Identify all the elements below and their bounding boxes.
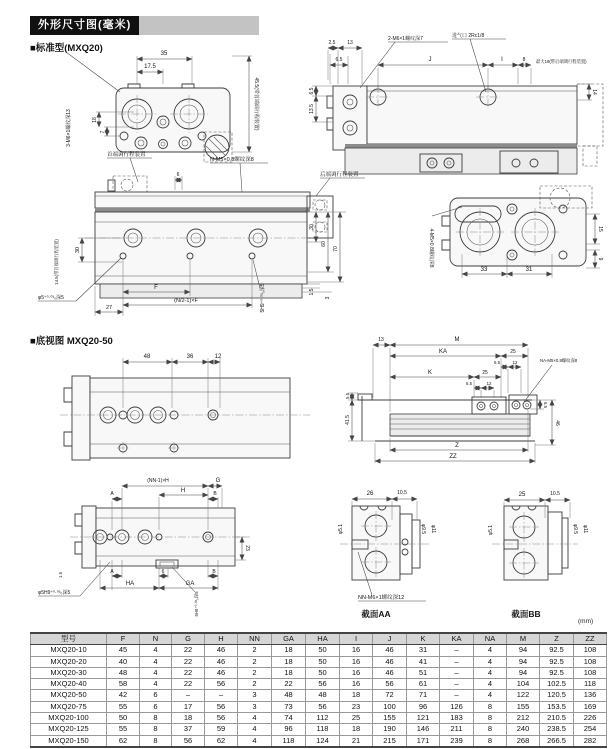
dim-cell: 94	[507, 645, 540, 656]
column-header: HA	[306, 633, 340, 645]
dim-cell: 121	[407, 713, 440, 724]
dim-cell: 48	[306, 690, 340, 701]
dim-cell: 240	[507, 724, 540, 735]
dim-cell: 21	[340, 735, 373, 747]
dim-cell: 239	[440, 735, 474, 747]
dim-cell: 22	[172, 656, 205, 667]
drawing-section-bb	[488, 491, 588, 619]
dim-cell: 2	[238, 679, 272, 690]
dim-cell: 4	[474, 667, 507, 678]
dim-cell: 108	[574, 645, 607, 656]
dim-cell: 3	[238, 701, 272, 712]
dim-nn-1-h: (NN-1)×H	[147, 478, 169, 484]
dim-cell: 71	[407, 690, 440, 701]
dim-cell: 2	[238, 667, 272, 678]
dim-phi9-5-aa: φ9.5	[420, 523, 426, 535]
dim-cell: 118	[574, 679, 607, 690]
dim-3: 3	[325, 296, 331, 300]
model-cell: MXQ20-10	[31, 645, 107, 656]
dim-HA: HA	[125, 581, 135, 587]
dim-cell: 268	[507, 735, 540, 747]
dim-cell: 215	[373, 735, 407, 747]
dim-cell: –	[440, 690, 474, 701]
dim-cell: 8	[474, 724, 507, 735]
dim-30-right: 30	[309, 224, 315, 230]
dim-6-5-right: 6.5	[543, 402, 548, 408]
dim-K: K	[427, 370, 433, 376]
dim-cell: 56	[205, 701, 238, 712]
dim-cell: 51	[407, 667, 440, 678]
dim-cell: –	[440, 679, 474, 690]
dim-cell: 94	[507, 667, 540, 678]
dim-phi5-1-bb: φ5.1	[488, 524, 494, 536]
dim-14-right: 14	[591, 89, 597, 95]
table-header-row	[31, 633, 607, 645]
column-header: KA	[440, 633, 474, 645]
dim-G: G	[215, 478, 221, 484]
dim-cell: 100	[373, 701, 407, 712]
table-body	[31, 645, 607, 747]
dim-cell: 153.5	[540, 701, 574, 712]
model-cell: MXQ20-75	[31, 701, 107, 712]
dim-cell: 4	[140, 656, 172, 667]
dim-cell: 4	[140, 645, 172, 656]
dim-6-bot: 6	[161, 569, 165, 575]
column-header: NA	[474, 633, 507, 645]
dim-60-right: 60	[321, 241, 327, 247]
dim-cell: 46	[205, 645, 238, 656]
dim-cell: 102.5	[540, 679, 574, 690]
dim-cell: 8	[140, 735, 172, 747]
dim-6-5-left: 6.5	[309, 87, 315, 95]
dim-25a: 25	[510, 349, 516, 355]
dim-5-5: 5.5	[345, 393, 350, 399]
note-14-5: 14.5(带首端调行程装置)	[54, 239, 59, 285]
dim-46: 46	[554, 420, 560, 426]
dim-cell: 8	[474, 713, 507, 724]
dim-cell: 61	[407, 679, 440, 690]
dim-cell: 31	[407, 645, 440, 656]
dim-cell: 4	[238, 735, 272, 747]
dim-cell: 169	[574, 701, 607, 712]
model-cell: MXQ20-125	[31, 724, 107, 735]
dim-cell: 94	[507, 656, 540, 667]
dim-cell: 55	[107, 701, 140, 712]
dim-cell: 56	[172, 735, 205, 747]
dim-cell: 104	[507, 679, 540, 690]
dim-cell: 8	[474, 735, 507, 747]
drawing-end-view	[65, 51, 260, 162]
model-cell: MXQ20-100	[31, 713, 107, 724]
dim-13b: 13	[378, 337, 384, 343]
dim-25b: 25	[482, 370, 488, 376]
drawing-end-view-threads	[428, 186, 603, 278]
dim-cell: 46	[373, 667, 407, 678]
dim-cell: 50	[107, 713, 140, 724]
dim-cell: 118	[272, 735, 306, 747]
dim-cell: 50	[306, 645, 340, 656]
dim-cell: 4	[474, 645, 507, 656]
section-aa-caption: 截面AA	[361, 609, 391, 619]
dim-30-left: 30	[75, 246, 81, 254]
thread-label-n-m5: N-M5×0.8螺纹深8	[210, 157, 254, 163]
dim-cell: 4	[474, 690, 507, 701]
dim-cell: 56	[373, 679, 407, 690]
dim-cell: 8	[140, 713, 172, 724]
dim-cell: 238.5	[540, 724, 574, 735]
dim-cell: 48	[107, 667, 140, 678]
dim-cell: –	[440, 645, 474, 656]
dim-cell: 108	[574, 667, 607, 678]
dim-cell: 22	[172, 645, 205, 656]
dim-cell: 50	[306, 667, 340, 678]
column-header: F	[107, 633, 140, 645]
dim-cell: 58	[107, 679, 140, 690]
dim-B-bot: B	[212, 569, 216, 575]
hole-spec-phi5h9: φ5H9⁺⁰·⁰³₀深5	[38, 590, 71, 596]
dim-cell: 190	[373, 724, 407, 735]
dim-cell: 62	[205, 735, 238, 747]
column-header: J	[373, 633, 407, 645]
dim-35: 35	[160, 51, 168, 57]
dim-cell: 56	[306, 679, 340, 690]
dim-cell: 92.5	[540, 667, 574, 678]
dim-cell: 18	[272, 667, 306, 678]
key-spec-center: 5H9⁺⁰·⁰³₀深5	[194, 591, 199, 617]
dim-A-top: A	[110, 491, 114, 497]
dim-cell: 118	[306, 724, 340, 735]
dim-cell: 171	[407, 735, 440, 747]
dim-10-5-aa: 10.5	[397, 490, 407, 496]
dim-cell: 4	[238, 724, 272, 735]
dim-cell: 266.5	[540, 735, 574, 747]
column-header: GA	[272, 633, 306, 645]
dim-cell: 42	[107, 690, 140, 701]
dim-cell: –	[440, 656, 474, 667]
dim-M: M	[454, 337, 460, 343]
column-header: G	[172, 633, 205, 645]
column-header: K	[407, 633, 440, 645]
dim-1-5: 1.5	[309, 288, 315, 296]
dim-F: F	[154, 285, 158, 291]
table-row	[31, 724, 607, 735]
drawing-section-aa	[338, 490, 436, 619]
dim-25-bb: 25	[518, 492, 526, 498]
drawing-bottom-view-holes	[38, 478, 250, 616]
table-row	[31, 645, 607, 656]
dim-cell: 212	[507, 713, 540, 724]
hole-spec-phi5: φ5⁺⁰·⁰³₀深5	[38, 295, 64, 301]
dim-cell: –	[440, 667, 474, 678]
dim-41-5: 41.5	[345, 415, 351, 425]
section-standard-heading: ■标准型(MXQ20)	[30, 43, 103, 54]
dim-cell: 4	[140, 667, 172, 678]
thread-label-na-m5: NA-M5×0.8螺纹深8	[540, 358, 578, 363]
table-row	[31, 679, 607, 690]
dim-8: 8	[522, 57, 526, 63]
dim-cell: 2	[238, 656, 272, 667]
table-row	[31, 701, 607, 712]
page-title: 外形尺寸图(毫米)	[30, 16, 139, 35]
dim-cell: 25	[340, 713, 373, 724]
model-cell: MXQ20-30	[31, 667, 107, 678]
dim-cell: 183	[440, 713, 474, 724]
column-header: H	[205, 633, 238, 645]
dim-J: J	[428, 57, 432, 63]
dim-I: I	[501, 57, 503, 63]
dim-cell: 92.5	[540, 645, 574, 656]
dim-ZZ: ZZ	[449, 454, 457, 460]
dim-cell: 16	[340, 645, 373, 656]
unit-note: (mm)	[578, 618, 594, 625]
dim-cell: 124	[306, 735, 340, 747]
drawing-bottom-view-body	[60, 354, 310, 460]
dim-cell: 146	[407, 724, 440, 735]
dim-12: 12	[214, 354, 222, 360]
dimension-table	[30, 632, 607, 748]
dim-27: 27	[105, 305, 113, 311]
dim-cell: 56	[205, 679, 238, 690]
thread-label-2-m6: 2-M6×1螺纹深7	[388, 36, 423, 42]
section-bottom-view-heading: ■底视图 MXQ20-50	[30, 336, 113, 347]
dim-cell: 120.5	[540, 690, 574, 701]
table-row	[31, 690, 607, 701]
dim-KA: KA	[438, 349, 448, 355]
dim-phi11-aa: φ11	[430, 524, 436, 534]
dim-cell: 8	[140, 724, 172, 735]
dim-cell: 8	[474, 701, 507, 712]
dim-cell: 22	[272, 679, 306, 690]
dim-1-5-left: 1.5	[58, 572, 63, 578]
dim-17-5: 17.5	[144, 64, 156, 70]
model-cell: MXQ20-20	[31, 656, 107, 667]
column-header: I	[340, 633, 373, 645]
dim-6-5b: 6.5	[466, 381, 472, 386]
dim-cell: 18	[340, 690, 373, 701]
dim-cell: –	[172, 690, 205, 701]
dim-n2-1-f: (N/2-1)×F	[174, 298, 198, 304]
column-header: ZZ	[574, 633, 607, 645]
table-row	[31, 713, 607, 724]
model-cell: MXQ20-150	[31, 735, 107, 747]
dim-cell: 112	[306, 713, 340, 724]
dim-H: H	[180, 488, 186, 494]
drawing-side-view	[309, 32, 603, 174]
dim-18: 18	[92, 117, 98, 123]
dim-cell: 23	[340, 701, 373, 712]
dim-13-5-left: 13.5	[309, 104, 315, 114]
dim-cell: 59	[205, 724, 238, 735]
dim-cell: 41	[407, 656, 440, 667]
column-header: Z	[540, 633, 574, 645]
dim-phi5-1-aa: φ5.1	[338, 523, 344, 535]
dim-33: 33	[480, 267, 488, 273]
dim-cell: 122	[507, 690, 540, 701]
dim-GA: GA	[185, 581, 195, 587]
dim-cell: 226	[574, 713, 607, 724]
dim-cell: 46	[205, 656, 238, 667]
dim-cell: 126	[440, 701, 474, 712]
thread-label-4-m5: 4-M5×0.8螺纹深8	[428, 228, 434, 268]
dim-70-right: 70	[333, 246, 339, 252]
dim-cell: 45	[107, 645, 140, 656]
dim-cell: 74	[272, 713, 306, 724]
dim-cell: 56	[205, 713, 238, 724]
dim-cell: 92.5	[540, 656, 574, 667]
dim-B-top: B	[213, 491, 217, 497]
dim-cell: 16	[340, 679, 373, 690]
dim-cell: 4	[474, 656, 507, 667]
dim-36: 36	[186, 354, 194, 360]
key-spec-5h9: 5H9⁺⁰·⁰³₀深5	[260, 283, 266, 313]
dim-cell: 108	[574, 656, 607, 667]
dim-12a: 12	[512, 360, 518, 365]
dim-cell: 37	[172, 724, 205, 735]
dim-cell: 96	[407, 701, 440, 712]
dim-cell: 46	[373, 645, 407, 656]
dim-cell: 18	[172, 713, 205, 724]
dim-cell: –	[205, 690, 238, 701]
dim-23: 23	[244, 545, 250, 551]
dim-7: 7	[100, 130, 106, 134]
dim-cell: 50	[306, 656, 340, 667]
dim-cell: 96	[272, 724, 306, 735]
dim-cell: 3	[238, 690, 272, 701]
dim-cell: 155	[507, 701, 540, 712]
dim-cell: 2	[238, 645, 272, 656]
column-header: M	[507, 633, 540, 645]
dim-cell: 18	[340, 724, 373, 735]
height-note-45-5: 45.5(带首端调行程装置)	[253, 77, 259, 131]
dim-10-5-bb: 10.5	[550, 491, 560, 497]
front-adjuster-label: 首端调行程装置	[107, 152, 146, 158]
dim-cell: 4	[474, 679, 507, 690]
dim-15: 15	[597, 226, 603, 232]
dim-phi9-5-bb: φ9.5	[572, 523, 578, 535]
dim-13: 13	[347, 40, 353, 46]
port-label: 进气口 2Rc1/8	[452, 33, 485, 39]
dim-cell: 73	[272, 701, 306, 712]
thread-label-3-m6: 3-M6×1螺纹深13	[66, 109, 72, 147]
dim-2-5: 2.5	[328, 40, 336, 46]
dim-cell: 56	[306, 701, 340, 712]
dim-12b: 12	[486, 381, 492, 386]
dim-cell: 211	[440, 724, 474, 735]
dim-cell: 254	[574, 724, 607, 735]
table-row	[31, 667, 607, 678]
dim-Z: Z	[455, 443, 459, 449]
dim-cell: 18	[272, 645, 306, 656]
dim-cell: 72	[373, 690, 407, 701]
dim-phi11-bb: φ11	[582, 524, 588, 534]
dim-cell: 46	[373, 656, 407, 667]
dim-cell: 22	[172, 679, 205, 690]
column-header: N	[140, 633, 172, 645]
drawing-bottom-view-dims	[345, 337, 578, 463]
dim-31: 31	[525, 267, 533, 273]
dim-cell: 16	[340, 667, 373, 678]
drawing-side-view-adjusters	[38, 150, 365, 316]
dim-cell: 18	[272, 656, 306, 667]
section-bb-caption: 截面BB	[511, 609, 541, 619]
dim-9: 9	[597, 257, 603, 261]
dim-cell: 22	[172, 667, 205, 678]
model-cell: MXQ20-50	[31, 690, 107, 701]
model-cell: MXQ20-40	[31, 679, 107, 690]
dim-cell: 17	[172, 701, 205, 712]
dim-26: 26	[366, 491, 374, 497]
dim-cell: 4	[140, 679, 172, 690]
thread-label-nn-m6: NN-M6×1螺纹深12	[358, 595, 405, 601]
dim-cell: 48	[272, 690, 306, 701]
dim-6-5: 6.5	[335, 57, 343, 63]
dim-cell: 155	[373, 713, 407, 724]
dim-6-5a: 6.5	[494, 360, 500, 365]
dim-cell: 62	[107, 735, 140, 747]
dim-cell: 40	[107, 656, 140, 667]
table-row	[31, 656, 607, 667]
dim-cell: 6	[140, 690, 172, 701]
dim-cell: 4	[238, 713, 272, 724]
dim-cell: 210.5	[540, 713, 574, 724]
dim-cell: 136	[574, 690, 607, 701]
column-header: 型号	[31, 633, 107, 645]
dim-6-top: 6	[176, 172, 180, 178]
dim-cell: 55	[107, 724, 140, 735]
dim-A-bot: A	[110, 569, 114, 575]
dim-cell: 16	[340, 656, 373, 667]
column-header: NN	[238, 633, 272, 645]
dim-cell: 46	[205, 667, 238, 678]
note-max19: 最大19(带后端调行程装置)	[536, 59, 587, 64]
dim-cell: 282	[574, 735, 607, 747]
dim-cell: 6	[140, 701, 172, 712]
rear-adjuster-label: 后端调行程装置	[320, 172, 359, 178]
dim-48: 48	[143, 354, 151, 360]
table-row	[31, 735, 607, 747]
